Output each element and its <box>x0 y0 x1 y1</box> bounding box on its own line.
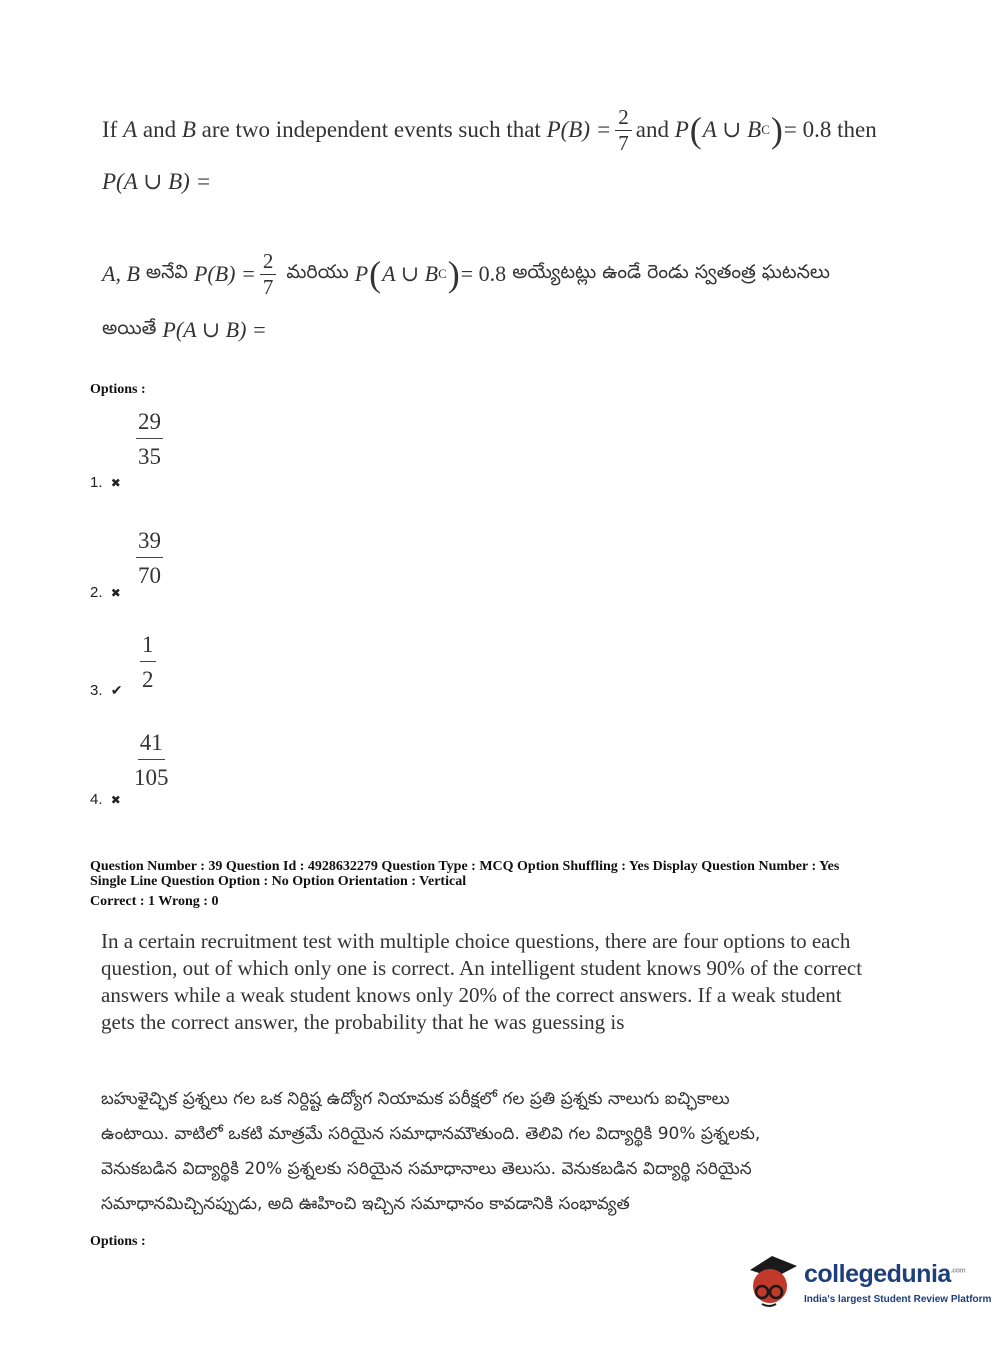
union-expression: A ∪ B <box>382 261 439 286</box>
vars: A, B <box>102 261 140 286</box>
text: = 0.8 <box>783 117 832 142</box>
option-denominator: 35 <box>138 444 161 469</box>
option-number: 3. <box>90 682 103 699</box>
text: If <box>102 117 118 142</box>
option-1[interactable] <box>90 474 121 491</box>
union-question: P(A ∪ B) = <box>102 169 212 194</box>
option-number: 1. <box>90 474 103 491</box>
question-38-english <box>102 104 902 208</box>
options-label: Options : <box>90 1234 146 1249</box>
option-numerator: 39 <box>136 529 163 558</box>
logo-wordmark <box>804 1260 965 1289</box>
option-1-value <box>136 410 163 468</box>
option-denominator: 105 <box>134 765 169 790</box>
question-line: సమాధానమిచ్చినప్పుడు, అది ఊహించి ఇచ్చిన సమాధానం కావడానికి సంభావ్యత <box>101 1194 630 1214</box>
text: and <box>142 117 177 142</box>
fraction-denominator: 7 <box>618 130 629 155</box>
option-4-value <box>134 731 169 789</box>
logo-tagline: India's largest Student Review Platform <box>804 1294 992 1305</box>
question-39-meta-2: Single Line Question Option : No Option Orientation : Vertical <box>90 874 467 889</box>
collegedunia-logo[interactable] <box>742 1252 992 1312</box>
question-38-line-2 <box>102 156 902 208</box>
text: are two independent events such that <box>201 117 541 142</box>
fraction-denominator: 7 <box>262 274 274 299</box>
fraction-numerator: 2 <box>615 107 632 131</box>
complement-sup: C <box>761 122 770 137</box>
option-3-value <box>140 633 156 691</box>
wrong-icon: ✖ <box>110 476 121 490</box>
p-symbol: P <box>674 117 689 142</box>
var-a: A <box>123 117 138 142</box>
union-question: P(A ∪ B) = <box>162 317 267 342</box>
fraction-numerator: 2 <box>260 251 277 275</box>
mascot-icon <box>742 1252 802 1312</box>
option-denominator: 70 <box>138 563 161 588</box>
var-b: B <box>181 117 196 142</box>
p-symbol: P <box>354 261 369 286</box>
question-38-te-line-2 <box>102 310 902 350</box>
question-39-telugu <box>101 1082 901 1222</box>
text: then <box>837 117 877 142</box>
logo-dotcom: .com <box>950 1267 966 1275</box>
question-line: ఉంటాయి. వాటిలో ఒకటి మాత్రమే సరియైన సమాధానమౌతుంది. తెలివి గల విద్యార్థికి 90% ప్రశ్నలకు, <box>101 1124 761 1144</box>
option-3[interactable] <box>90 682 122 699</box>
question-39-english <box>101 928 901 1036</box>
text: అయితే <box>102 316 157 339</box>
options-label: Options : <box>90 382 146 397</box>
question-line: In a certain recruitment test with multiple choice questions, there are four options to each <box>101 929 851 953</box>
question-line: బహుళైచ్ఛిక ప్రశ్నలు గల ఒక నిర్దిష్ట ఉద్యోగ నియామక పరీక్షలో గల ప్రతి ప్రశ్నకు నాలుగు ఐచ్ఛికాలు <box>101 1089 730 1109</box>
wrong-icon: ✖ <box>110 793 121 807</box>
pb-expression: P(B) = <box>193 261 256 286</box>
option-2[interactable] <box>90 584 121 601</box>
option-4[interactable] <box>90 791 121 808</box>
question-line: వెనుకబడిన విద్యార్థికి 20% ప్రశ్నలకు సరియైన సమాధానాలు తెలుసు. వెనుకబడిన విద్యార్థి సరియైన <box>101 1159 752 1179</box>
text: మరియు <box>286 260 349 283</box>
option-number: 4. <box>90 791 103 808</box>
complement-sup: C <box>438 266 447 281</box>
question-38-line-1: If A and B are two independent events such that P(B) = $\frac{2}{7}$ and P ( A ∪ B C ) = 0.8 then <box>102 104 877 155</box>
option-number: 2. <box>90 584 103 601</box>
question-39-meta-1: Question Number : 39 Question Id : 4928632279 Question Type : MCQ Option Shuffling : Yes Display Question Number : Yes <box>90 859 840 874</box>
correct-icon: ✔ <box>110 682 123 698</box>
question-38-te-line-1: A, B అనేవి P(B) = $\frac{2}{7}$ మరియు P ( A ∪ B C ) = 0.8 అయ్యేటట్లు ఉండే రెండు స్వతంత్ర ఘటనలు <box>102 248 830 299</box>
option-numerator: 41 <box>138 731 165 760</box>
fraction <box>260 248 277 299</box>
option-2-value <box>136 529 163 587</box>
text: and <box>635 117 669 142</box>
pb-expression: P(B) = <box>546 117 612 142</box>
option-numerator: 1 <box>140 633 156 662</box>
question-line: gets the correct answer, the probability that he was guessing is <box>101 1010 625 1034</box>
question-line: answers while a weak student knows only 20% of the correct answers. If a weak student <box>101 983 842 1007</box>
question-38-telugu <box>102 238 902 350</box>
fraction <box>615 104 632 155</box>
text: = 0.8 <box>460 261 507 286</box>
logo-name: collegedunia <box>804 1260 951 1288</box>
text: అనేవి <box>145 260 188 283</box>
option-numerator: 29 <box>136 410 163 439</box>
union-expression: A ∪ B <box>702 117 762 142</box>
question-line: question, out of which only one is correct. An intelligent student knows 90% of the correct <box>101 956 863 980</box>
option-denominator: 2 <box>142 667 154 692</box>
question-39-meta-3: Correct : 1 Wrong : 0 <box>90 894 219 909</box>
text: అయ్యేటట్లు ఉండే రెండు స్వతంత్ర ఘటనలు <box>512 260 830 283</box>
wrong-icon: ✖ <box>110 586 121 600</box>
